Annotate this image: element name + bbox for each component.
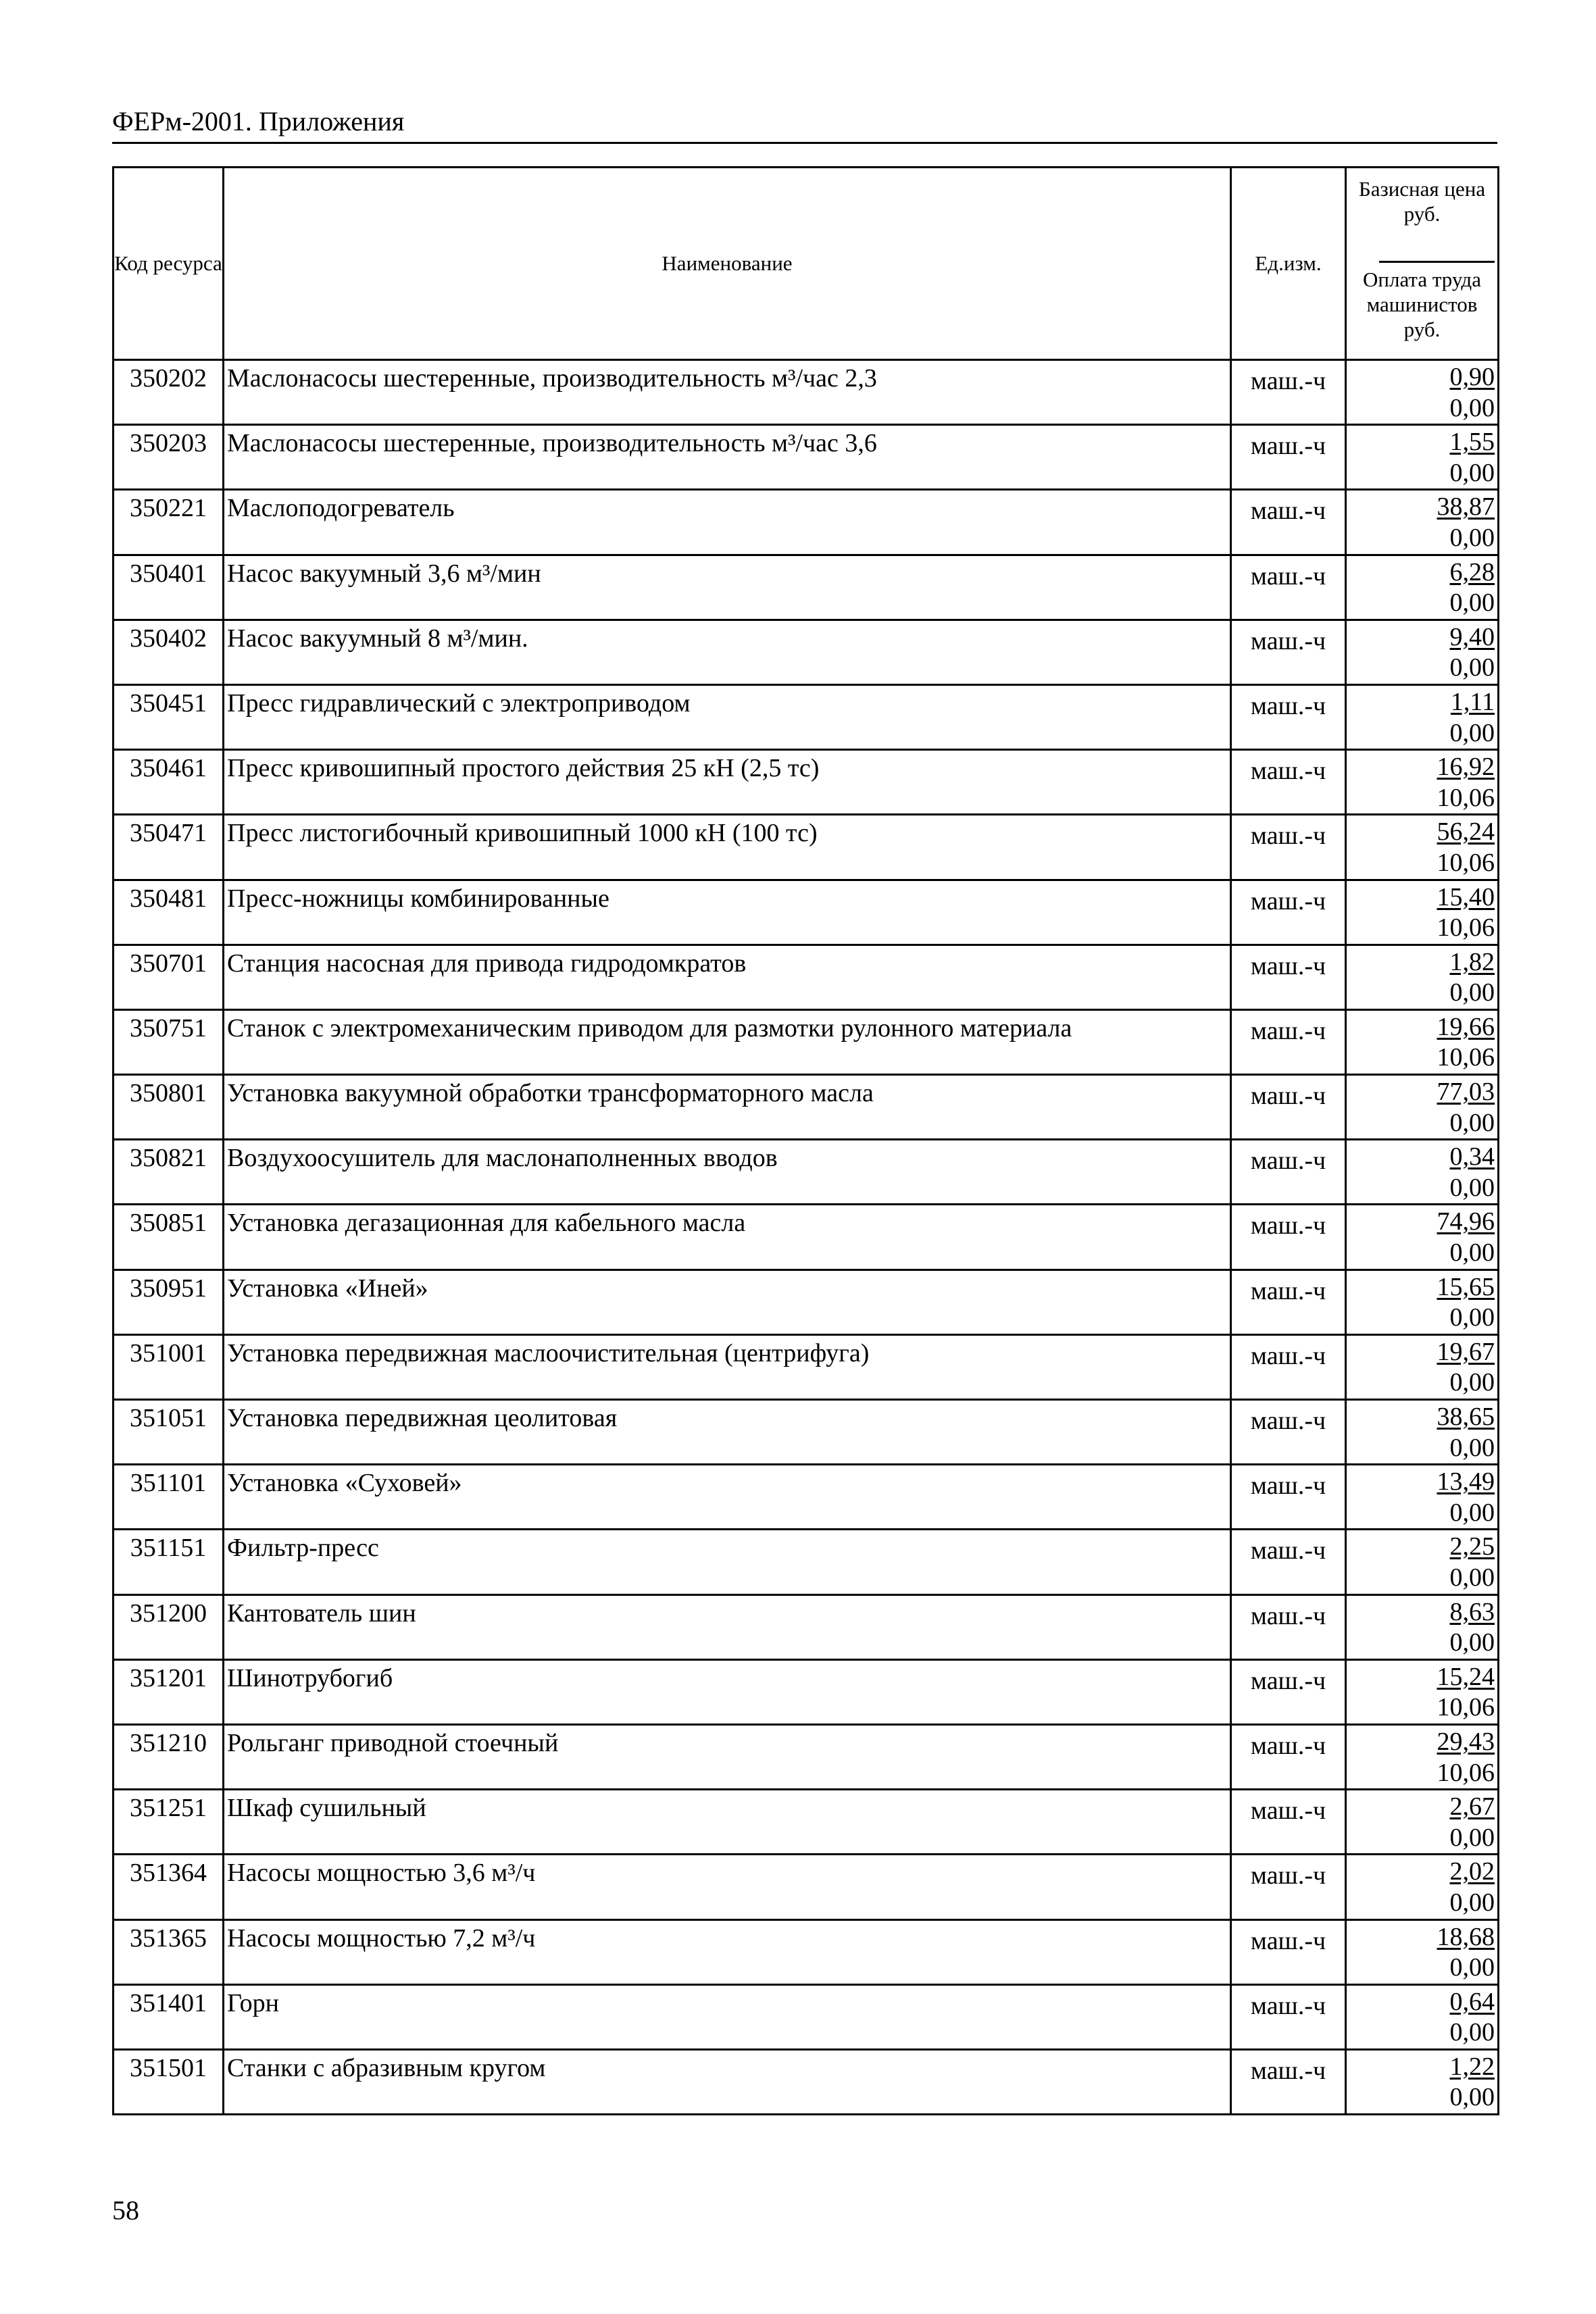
resource-price-cell xyxy=(1346,1919,1499,1984)
header-name xyxy=(224,168,1231,360)
table-row xyxy=(114,1205,1499,1269)
table-row xyxy=(114,1530,1499,1594)
base-price: 56,24 xyxy=(1437,818,1495,847)
base-price-line xyxy=(1347,1077,1495,1108)
base-price-line xyxy=(1347,1272,1495,1303)
base-price: 16,92 xyxy=(1437,753,1495,782)
base-price-line xyxy=(1347,2052,1495,2083)
table-row xyxy=(114,425,1499,490)
base-price-line xyxy=(1347,817,1495,848)
wage-value: 0,00 xyxy=(1449,1563,1495,1592)
resource-code: 350471 xyxy=(114,815,224,880)
wage-value: 0,00 xyxy=(1449,1628,1495,1657)
table-row xyxy=(114,945,1499,1009)
resource-price-cell xyxy=(1346,360,1499,425)
resource-unit: маш.-ч xyxy=(1231,1009,1346,1074)
wage-value: 10,06 xyxy=(1437,848,1495,877)
resource-name: Воздухоосушитель для маслонаполненных вводов xyxy=(224,1140,1231,1205)
resource-name: Рольганг приводной стоечный xyxy=(224,1724,1231,1789)
resource-price-cell xyxy=(1346,1984,1499,2049)
base-price: 8,63 xyxy=(1449,1597,1495,1626)
resource-price-cell xyxy=(1346,750,1499,815)
resource-unit: маш.-ч xyxy=(1231,425,1346,490)
resource-price-cell xyxy=(1346,1724,1499,1789)
base-price: 15,40 xyxy=(1437,882,1495,911)
resource-unit: маш.-ч xyxy=(1231,945,1346,1009)
table-row xyxy=(114,1334,1499,1399)
wage-value: 10,06 xyxy=(1437,1043,1495,1072)
resource-name: Насосы мощностью 3,6 м³/ч xyxy=(224,1855,1231,1919)
base-price-line xyxy=(1347,1662,1495,1693)
resource-code: 350202 xyxy=(114,360,224,425)
wage-value: 0,00 xyxy=(1449,718,1495,747)
base-price-line xyxy=(1347,1012,1495,1043)
resource-name: Станки с абразивным кругом xyxy=(224,2049,1231,2114)
resource-code: 351151 xyxy=(114,1530,224,1594)
resource-price-cell xyxy=(1346,684,1499,749)
resource-code: 351401 xyxy=(114,1984,224,2049)
resource-unit: маш.-ч xyxy=(1231,1075,1346,1140)
wage-value: 0,00 xyxy=(1449,588,1495,618)
resource-code: 350851 xyxy=(114,1205,224,1269)
table-row xyxy=(114,2049,1499,2114)
page-number: 58 xyxy=(112,2195,139,2225)
table-row xyxy=(114,1594,1499,1659)
base-price: 15,65 xyxy=(1437,1272,1495,1301)
base-price-line xyxy=(1347,882,1495,913)
resource-price-cell xyxy=(1346,880,1499,945)
base-price: 1,55 xyxy=(1449,428,1495,457)
resource-unit: маш.-ч xyxy=(1231,880,1346,945)
resource-name: Фильтр-пресс xyxy=(224,1530,1231,1594)
resource-name: Установка вакуумной обработки трансформаторного масла xyxy=(224,1075,1231,1140)
page-header: ФЕРм-2001. Приложения xyxy=(112,106,405,136)
base-price-line xyxy=(1347,1597,1495,1628)
table-row xyxy=(114,1724,1499,1789)
resource-code: 351200 xyxy=(114,1594,224,1659)
header-name-label: Наименование xyxy=(662,251,793,276)
wage-value: 0,00 xyxy=(1449,1498,1495,1527)
header-price xyxy=(1346,168,1499,360)
base-price-line xyxy=(1347,1402,1495,1433)
table-row xyxy=(114,1269,1499,1334)
resource-price-cell xyxy=(1346,620,1499,684)
base-price: 1,22 xyxy=(1449,2052,1495,2081)
header-code xyxy=(114,168,224,360)
resource-table xyxy=(112,166,1499,2115)
resource-price-cell xyxy=(1346,815,1499,880)
resource-name: Станок с электромеханическим приводом для размотки рулонного материала xyxy=(224,1009,1231,1074)
resource-name: Пресс листогибочный кривошипный 1000 кН (100 тс) xyxy=(224,815,1231,880)
resource-unit: маш.-ч xyxy=(1231,1659,1346,1724)
table-row xyxy=(114,1465,1499,1530)
resource-code: 351251 xyxy=(114,1790,224,1855)
table-row xyxy=(114,360,1499,425)
resource-name: Пресс кривошипный простого действия 25 кН (2,5 тс) xyxy=(224,750,1231,815)
resource-unit: маш.-ч xyxy=(1231,1205,1346,1269)
base-price-line xyxy=(1347,1857,1495,1888)
base-price-line xyxy=(1347,947,1495,978)
resource-code: 351201 xyxy=(114,1659,224,1724)
resource-price-cell xyxy=(1346,1269,1499,1334)
resource-code: 350401 xyxy=(114,555,224,620)
table-row xyxy=(114,1075,1499,1140)
wage-value: 0,00 xyxy=(1449,458,1495,487)
resource-name: Пресс гидравлический с электроприводом xyxy=(224,684,1231,749)
table-row xyxy=(114,684,1499,749)
resource-price-cell xyxy=(1346,425,1499,490)
base-price-line xyxy=(1347,1337,1495,1368)
resource-unit: маш.-ч xyxy=(1231,1790,1346,1855)
resource-unit: маш.-ч xyxy=(1231,684,1346,749)
resource-unit: маш.-ч xyxy=(1231,1400,1346,1465)
resource-code: 350481 xyxy=(114,880,224,945)
base-price: 29,43 xyxy=(1437,1727,1495,1756)
resource-unit: маш.-ч xyxy=(1231,1334,1346,1399)
resource-price-cell xyxy=(1346,2049,1499,2114)
wage-value: 10,06 xyxy=(1437,1758,1495,1787)
resource-price-cell xyxy=(1346,1855,1499,1919)
header-rule xyxy=(112,142,1497,144)
resource-code: 350203 xyxy=(114,425,224,490)
resource-name: Маслонасосы шестеренные, производительность м³/час 3,6 xyxy=(224,425,1231,490)
resource-price-cell xyxy=(1346,1465,1499,1530)
base-price: 2,67 xyxy=(1449,1792,1495,1821)
base-price-line xyxy=(1347,1207,1495,1238)
resource-price-cell xyxy=(1346,1334,1499,1399)
base-price-line xyxy=(1347,1142,1495,1173)
resource-code: 351051 xyxy=(114,1400,224,1465)
resource-price-cell xyxy=(1346,1400,1499,1465)
base-price: 1,11 xyxy=(1450,687,1495,716)
resource-name: Установка передвижная маслоочистительная (центрифуга) xyxy=(224,1334,1231,1399)
resource-code: 350801 xyxy=(114,1075,224,1140)
wage-value: 0,00 xyxy=(1449,2083,1495,2112)
wage-value: 0,00 xyxy=(1449,1953,1495,1982)
resource-code: 350751 xyxy=(114,1009,224,1074)
resource-code: 351210 xyxy=(114,1724,224,1789)
base-price-line xyxy=(1347,1987,1495,2018)
resource-unit: маш.-ч xyxy=(1231,1984,1346,2049)
resource-unit: маш.-ч xyxy=(1231,1724,1346,1789)
table-row xyxy=(114,815,1499,880)
wage-value: 10,06 xyxy=(1437,913,1495,942)
resource-price-cell xyxy=(1346,1594,1499,1659)
resource-code: 351364 xyxy=(114,1855,224,1919)
base-price: 18,68 xyxy=(1437,1922,1495,1951)
resource-name: Горн xyxy=(224,1984,1231,2049)
resource-code: 350402 xyxy=(114,620,224,684)
base-price-line xyxy=(1347,1467,1495,1498)
resource-unit: маш.-ч xyxy=(1231,750,1346,815)
wage-value: 0,00 xyxy=(1449,1823,1495,1852)
table-row xyxy=(114,1984,1499,2049)
wage-value: 0,00 xyxy=(1449,2018,1495,2047)
table-row xyxy=(114,620,1499,684)
resource-price-cell xyxy=(1346,1009,1499,1074)
base-price: 19,66 xyxy=(1437,1012,1495,1041)
resource-price-cell xyxy=(1346,1140,1499,1205)
base-price: 38,87 xyxy=(1437,493,1495,522)
resource-name: Насос вакуумный 8 м³/мин. xyxy=(224,620,1231,684)
resource-price-cell xyxy=(1346,555,1499,620)
resource-unit: маш.-ч xyxy=(1231,2049,1346,2114)
wage-value: 0,00 xyxy=(1449,653,1495,682)
wage-value: 0,00 xyxy=(1449,1368,1495,1397)
table-row xyxy=(114,1855,1499,1919)
base-price: 77,03 xyxy=(1437,1078,1495,1107)
base-price: 74,96 xyxy=(1437,1207,1495,1236)
resource-unit: маш.-ч xyxy=(1231,1855,1346,1919)
resource-price-cell xyxy=(1346,1075,1499,1140)
resource-code: 350451 xyxy=(114,684,224,749)
header-wage: Оплата труда машинистов руб. xyxy=(1363,268,1481,342)
base-price-line xyxy=(1347,687,1495,718)
resource-unit: маш.-ч xyxy=(1231,1530,1346,1594)
resource-code: 351101 xyxy=(114,1465,224,1530)
resource-name: Насосы мощностью 7,2 м³/ч xyxy=(224,1919,1231,1984)
wage-value: 0,00 xyxy=(1449,393,1495,422)
wage-value: 0,00 xyxy=(1449,978,1495,1007)
resource-name: Шинотрубогиб xyxy=(224,1659,1231,1724)
resource-name: Маслоподогреватель xyxy=(224,490,1231,555)
resource-name: Установка «Иней» xyxy=(224,1269,1231,1334)
resource-price-cell xyxy=(1346,1530,1499,1594)
table-row xyxy=(114,750,1499,815)
resource-name: Кантователь шин xyxy=(224,1594,1231,1659)
header-unit xyxy=(1231,168,1346,360)
table-header-row xyxy=(114,168,1499,360)
wage-value: 10,06 xyxy=(1437,783,1495,812)
resource-name: Насос вакуумный 3,6 м³/мин xyxy=(224,555,1231,620)
base-price: 0,64 xyxy=(1449,1987,1495,2016)
wage-value: 0,00 xyxy=(1449,1303,1495,1332)
table-row xyxy=(114,1140,1499,1205)
resource-unit: маш.-ч xyxy=(1231,1465,1346,1530)
wage-value: 0,00 xyxy=(1449,1888,1495,1917)
base-price-line xyxy=(1347,427,1495,458)
table-row xyxy=(114,1790,1499,1855)
resource-unit: маш.-ч xyxy=(1231,1140,1346,1205)
base-price-line xyxy=(1347,1792,1495,1823)
table-row xyxy=(114,490,1499,555)
resource-name: Станция насосная для привода гидродомкратов xyxy=(224,945,1231,1009)
resource-code: 350701 xyxy=(114,945,224,1009)
resource-code: 351501 xyxy=(114,2049,224,2114)
base-price: 15,24 xyxy=(1437,1662,1495,1691)
base-price: 2,02 xyxy=(1449,1857,1495,1886)
base-price: 1,82 xyxy=(1449,947,1495,976)
base-price: 6,28 xyxy=(1449,557,1495,586)
base-price: 9,40 xyxy=(1449,622,1495,651)
table-row xyxy=(114,1919,1499,1984)
base-price-line xyxy=(1347,557,1495,588)
base-price-line xyxy=(1347,1727,1495,1758)
base-price: 0,34 xyxy=(1449,1142,1495,1172)
resource-unit: маш.-ч xyxy=(1231,815,1346,880)
base-price-line xyxy=(1347,1922,1495,1953)
resource-price-cell xyxy=(1346,1659,1499,1724)
resource-unit: маш.-ч xyxy=(1231,360,1346,425)
resource-code: 350951 xyxy=(114,1269,224,1334)
base-price-line xyxy=(1347,362,1495,393)
base-price: 2,25 xyxy=(1449,1532,1495,1561)
resource-code: 350461 xyxy=(114,750,224,815)
resource-name: Пресс-ножницы комбинированные xyxy=(224,880,1231,945)
wage-value: 10,06 xyxy=(1437,1693,1495,1722)
base-price: 38,65 xyxy=(1437,1403,1495,1431)
wage-value: 0,00 xyxy=(1449,1108,1495,1137)
wage-value: 0,00 xyxy=(1449,523,1495,552)
resource-unit: маш.-ч xyxy=(1231,1594,1346,1659)
resource-name: Установка дегазационная для кабельного масла xyxy=(224,1205,1231,1269)
resource-unit: маш.-ч xyxy=(1231,490,1346,555)
base-price-line xyxy=(1347,1532,1495,1563)
base-price: 0,90 xyxy=(1449,363,1495,391)
resource-unit: маш.-ч xyxy=(1231,1269,1346,1334)
wage-value: 0,00 xyxy=(1449,1238,1495,1267)
wage-value: 0,00 xyxy=(1449,1173,1495,1202)
resource-price-cell xyxy=(1346,1205,1499,1269)
header-code-label: Код ресурса xyxy=(114,251,222,276)
wage-value: 0,00 xyxy=(1449,1433,1495,1462)
base-price: 19,67 xyxy=(1437,1337,1495,1366)
table-row xyxy=(114,880,1499,945)
header-base-price: Базисная цена руб. xyxy=(1358,177,1486,226)
resource-name: Установка «Суховей» xyxy=(224,1465,1231,1530)
resource-code: 350221 xyxy=(114,490,224,555)
resource-price-cell xyxy=(1346,945,1499,1009)
resource-code: 351001 xyxy=(114,1334,224,1399)
resource-unit: маш.-ч xyxy=(1231,620,1346,684)
base-price-line xyxy=(1347,492,1495,523)
resource-name: Маслонасосы шестеренные, производительность м³/час 2,3 xyxy=(224,360,1231,425)
resource-price-cell xyxy=(1346,1790,1499,1855)
base-price-line xyxy=(1347,622,1495,653)
resource-name: Шкаф сушильный xyxy=(224,1790,1231,1855)
resource-unit: маш.-ч xyxy=(1231,555,1346,620)
table-row xyxy=(114,1009,1499,1074)
resource-code: 350821 xyxy=(114,1140,224,1205)
base-price: 13,49 xyxy=(1437,1467,1495,1496)
table-row xyxy=(114,555,1499,620)
resource-name: Установка передвижная цеолитовая xyxy=(224,1400,1231,1465)
table-row xyxy=(114,1400,1499,1465)
resource-price-cell xyxy=(1346,490,1499,555)
resource-code: 351365 xyxy=(114,1919,224,1984)
resource-unit: маш.-ч xyxy=(1231,1919,1346,1984)
header-unit-label: Ед.изм. xyxy=(1255,251,1322,276)
base-price-line xyxy=(1347,752,1495,783)
table-row xyxy=(114,1659,1499,1724)
